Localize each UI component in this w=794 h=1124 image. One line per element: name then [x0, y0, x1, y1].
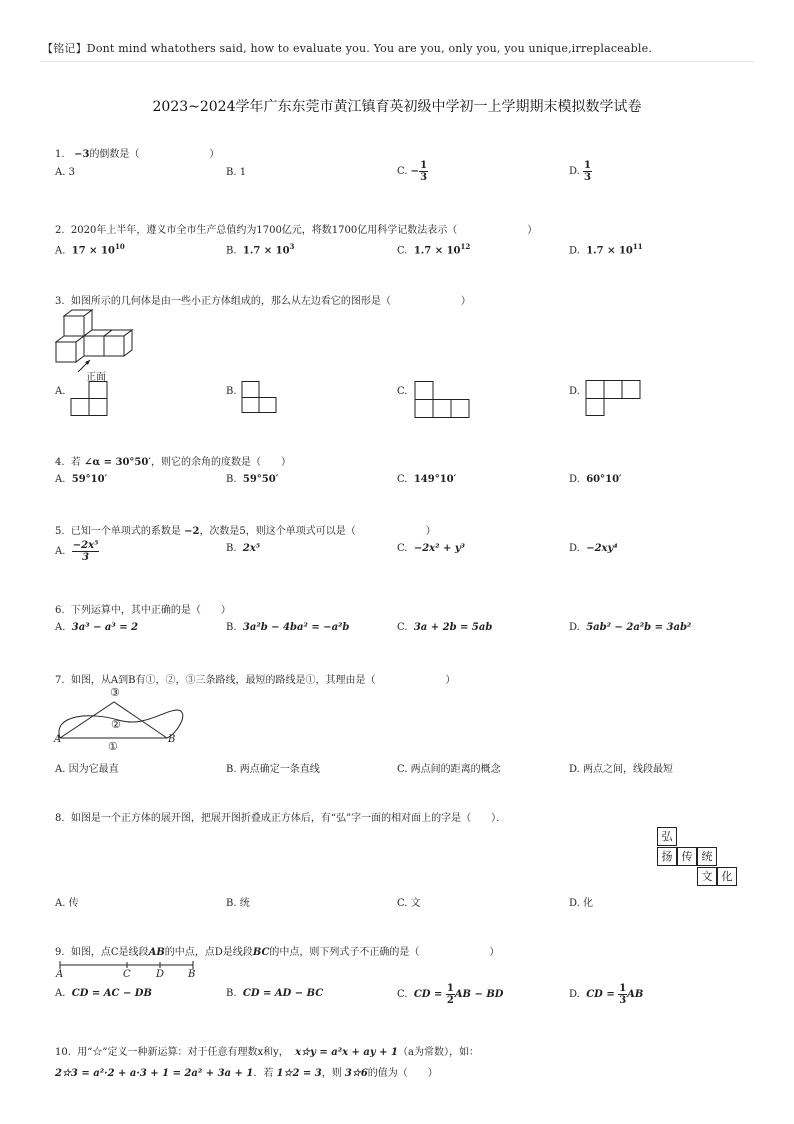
q6-option-a[interactable]: A. 3a³ − a³ = 2: [55, 622, 139, 633]
net-cell-hong: 弘: [657, 827, 677, 846]
question-3-stem: 3. 如图所示的几何体是由一些小正方体组成的，那么从左边看它的图形是（ ）: [55, 296, 471, 307]
q8-option-d[interactable]: D. 化: [569, 898, 594, 909]
motto: 【铭记】Dont mind whatothers said, how to evaluate you. You are you, only you, you unique,irreplaceable.: [42, 42, 653, 55]
q3-option-b-figure: [241, 381, 281, 421]
question-7-stem: 7. 如图，从A到B有①，②，③三条路线，最短的路线是①，其理由是（ ）: [55, 675, 456, 686]
question-4-stem: 4. 若 ∠α = 30°50′，则它的余角的度数是（ ）: [55, 457, 291, 468]
segment-point-a: A: [56, 969, 64, 980]
point-a-label: A: [54, 734, 62, 745]
question-6-stem: 6. 下列运算中，其中正确的是（ ）: [55, 605, 231, 616]
top-divider: [40, 61, 754, 62]
q5-option-c[interactable]: C. −2x² + y³: [397, 543, 466, 554]
q4-option-a[interactable]: A. 59°10′: [55, 474, 108, 485]
question-1-stem: 1. −3的倒数是（ ）: [55, 149, 220, 160]
q3-option-c[interactable]: C.: [397, 386, 408, 397]
q5-option-d[interactable]: D. −2xy⁴: [569, 543, 618, 554]
q3-option-a-figure: [70, 381, 110, 421]
q9-option-a[interactable]: A. CD = AC − DB: [55, 988, 152, 999]
q1-option-d[interactable]: D. $\frac{1}{3}$: [569, 160, 591, 183]
net-cell-yang: 扬: [657, 847, 677, 866]
q8-option-c[interactable]: C. 文: [397, 898, 421, 909]
question-5-stem: 5. 已知一个单项式的系数是 −2，次数是5，则这个单项式可以是（ ）: [55, 526, 436, 537]
q9-option-d[interactable]: D. CD = $\frac{1}{3}$ AB: [569, 983, 644, 1006]
net-cell-wen: 文: [697, 867, 717, 886]
q5-option-a[interactable]: A. $\frac{\text{−2x⁵}}{3}$: [55, 540, 99, 563]
segment-point-b: B: [188, 969, 196, 980]
route-1-label: ①: [108, 740, 118, 753]
net-cell-hua: 化: [717, 867, 737, 886]
q2-option-b[interactable]: B. $1.7 \times 10^3$: [226, 242, 295, 257]
q7-option-b[interactable]: B. 两点确定一条直线: [226, 764, 320, 775]
q4-option-d[interactable]: D. 60°10′: [569, 474, 622, 485]
q4-option-c[interactable]: C. 149°10′: [397, 474, 457, 485]
question-2-stem: 2. 2020年上半年，遵义市全市生产总值约为1700亿元，将数1700亿用科学记数法表示（ ）: [55, 225, 538, 236]
q3-option-c-figure: [414, 381, 474, 421]
q9-option-c[interactable]: C. CD = $\frac{1}{2}$ AB − BD: [397, 983, 504, 1006]
q9-option-b[interactable]: B. CD = AD − BC: [226, 988, 324, 999]
segment-point-c: C: [123, 969, 131, 980]
point-b-label: B: [168, 734, 176, 745]
q3-option-d[interactable]: D.: [569, 386, 580, 397]
question-10-stem: 10. 用“☆”定义一种新运算：对于任意有理数x和y， x☆y = a²x + ay + 1（a为常数），如：: [55, 1047, 479, 1058]
q4-option-b[interactable]: B. 59°50′: [226, 474, 279, 485]
q5-option-b[interactable]: B. 2x⁵: [226, 543, 261, 554]
q2-option-a[interactable]: A. $17 \times 10^{10}$: [55, 242, 125, 257]
q1-option-a[interactable]: A. 3: [55, 167, 75, 178]
q2-option-d[interactable]: D. $1.7 \times 10^{11}$: [569, 242, 643, 257]
front-label: 正面: [86, 372, 106, 383]
q8-option-b[interactable]: B. 统: [226, 898, 250, 909]
q6-option-d[interactable]: D. 5ab² − 2a²b = 3ab²: [569, 622, 692, 633]
net-cell-chuan: 传: [677, 847, 697, 866]
page-title: 2023~2024学年广东东莞市黄江镇育英初级中学初一上学期期末模拟数学试卷: [152, 99, 642, 115]
q3-option-d-figure: [585, 380, 645, 420]
q1-option-c[interactable]: C. − $\frac{1}{3}$: [397, 160, 428, 183]
q6-option-c[interactable]: C. 3a + 2b = 5ab: [397, 622, 493, 633]
question-9-stem: 9. 如图，点C是线段AB的中点，点D是线段BC的中点，则下列式子不正确的是（ ）: [55, 947, 500, 958]
q3-option-b[interactable]: B.: [226, 386, 237, 397]
question-8-stem: 8. 如图是一个正方体的展开图，把展开图折叠成正方体后，有“弘”字一面的相对面上的字是（ ）．: [55, 813, 507, 824]
cube-solid-figure: [52, 306, 152, 376]
q1-option-b[interactable]: B. 1: [226, 167, 247, 178]
q7-option-d[interactable]: D. 两点之间，线段最短: [569, 764, 674, 775]
question-10-line-2: 2☆3 = a²·2 + a·3 + 1 = 2a² + 3a + 1．若 1☆2 = 3，则 3☆6的值为（ ）: [55, 1068, 438, 1079]
q3-option-a[interactable]: A.: [55, 386, 66, 397]
q7-option-c[interactable]: C. 两点间的距离的概念: [397, 764, 501, 775]
segment-point-d: D: [156, 969, 165, 980]
route-2-label: ②: [111, 718, 121, 731]
net-cell-tong: 统: [697, 847, 717, 866]
q7-option-a[interactable]: A. 因为它最直: [55, 764, 119, 775]
route-3-label: ③: [110, 686, 120, 699]
q8-option-a[interactable]: A. 传: [55, 898, 79, 909]
q2-option-c[interactable]: C. $1.7 \times 10^{12}$: [397, 242, 471, 257]
q6-option-b[interactable]: B. 3a²b − 4ba² = −a²b: [226, 622, 350, 633]
